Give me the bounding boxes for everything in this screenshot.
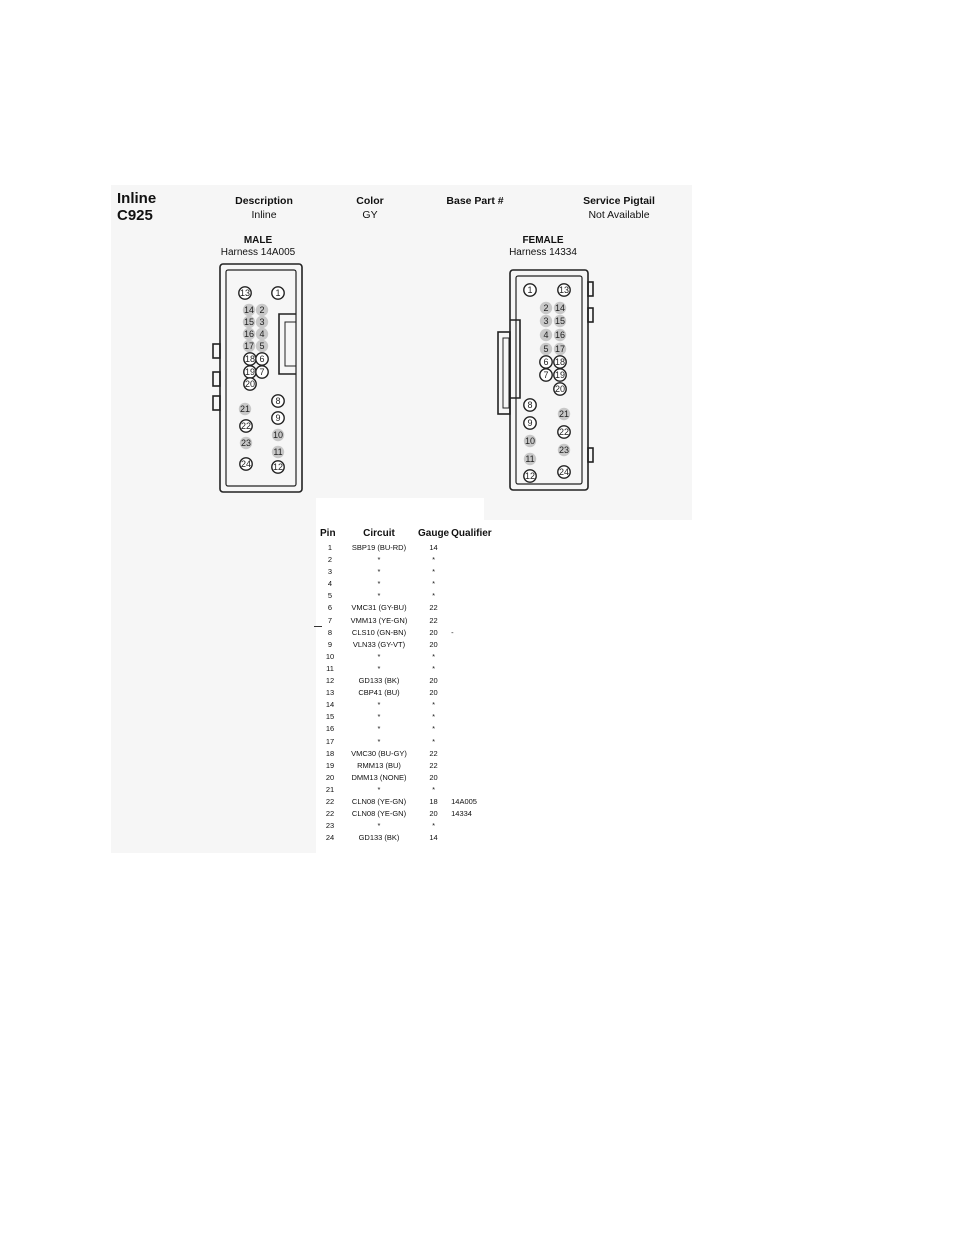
male-pin-20-label: 20: [244, 379, 256, 389]
pin-number-cell: 17: [325, 736, 335, 746]
pin-number-cell: 8: [327, 627, 333, 637]
table-row: [318, 832, 501, 844]
female-pin-1-label: 1: [527, 285, 533, 295]
color-heading: Color: [356, 195, 384, 207]
table-row: [318, 784, 501, 796]
female-pin-group: [524, 284, 570, 482]
male-latch-2: [213, 372, 220, 386]
female-key: [510, 320, 520, 398]
circuit-cell: CBP41 (BU): [358, 688, 400, 698]
circuit-cell: SBP19 (BU-RD): [351, 543, 407, 552]
female-pin-24-label: 24: [558, 467, 570, 477]
pin-number-cell: 14: [325, 700, 335, 710]
pin-number-cell: 3: [327, 567, 333, 577]
male-pin-3-label: 3: [259, 317, 265, 327]
qualifier-cell: [451, 542, 501, 554]
base-part-column: [415, 195, 535, 209]
male-pin-10-label: 10: [272, 430, 284, 440]
pin-number-cell: 11: [326, 663, 334, 673]
circuit-cell: *: [377, 736, 381, 746]
male-pin-22-label: 22: [240, 421, 252, 431]
qualifier-cell: [451, 760, 501, 772]
qualifier-cell: 14A005: [451, 796, 477, 806]
gauge-cell: 20: [429, 688, 438, 698]
qualifier-cell: -: [451, 627, 454, 637]
qualifier-cell: [451, 566, 501, 578]
pin-number-cell: 15: [325, 712, 335, 722]
female-pin-11-label: 11: [525, 454, 535, 464]
qualifier-cell: [451, 699, 501, 711]
table-row: [318, 554, 501, 566]
qualifier-cell: [451, 639, 501, 651]
table-row: [318, 663, 501, 675]
pin-number-cell: 22: [325, 809, 335, 819]
service-pigtail-value: Not Available: [588, 209, 650, 221]
female-pin-19-label: 19: [554, 370, 566, 380]
female-label: [473, 235, 613, 259]
qualifier-cell: [451, 578, 501, 590]
male-pin-5-label: 5: [259, 341, 265, 351]
table-row: [318, 675, 501, 687]
pin-number-cell: 22: [325, 796, 335, 806]
male-pin-6-label: 6: [259, 354, 265, 364]
table-row: [318, 808, 501, 820]
circuit-cell: VMC30 (BU-GY): [351, 748, 407, 758]
qualifier-cell: [451, 602, 501, 614]
gauge-cell: *: [432, 567, 436, 577]
base-part-heading: Base Part #: [446, 195, 504, 207]
table-row: [318, 723, 501, 735]
gauge-cell: *: [432, 700, 436, 710]
description-heading: Description: [235, 195, 293, 207]
gauge-cell: *: [432, 712, 436, 722]
male-pin-24-label: 24: [240, 459, 252, 469]
male-pin-2-label: 2: [259, 305, 265, 315]
female-pin-2-label: 2: [543, 303, 549, 313]
gauge-cell: *: [432, 651, 436, 661]
female-pin-10-label: 10: [524, 436, 536, 446]
qualifier-cell: [451, 748, 501, 760]
male-key-inner: [285, 322, 296, 366]
female-pin-20-label: 20: [554, 384, 566, 394]
male-pin-8-label: 8: [275, 396, 281, 406]
pin-number-cell: 10: [325, 651, 335, 661]
service-pigtail-column: [559, 195, 679, 221]
inline-label: Inline: [117, 190, 157, 207]
female-tab-1: [588, 282, 593, 296]
gauge-cell: 22: [429, 760, 438, 770]
pin-number-cell: 7: [327, 615, 333, 625]
male-pin-14-label: 14: [243, 305, 255, 315]
circuit-cell: GD133 (BK): [358, 676, 400, 686]
pin-number-cell: 12: [325, 676, 335, 686]
gauge-cell: 14: [429, 543, 438, 552]
female-pin-15-label: 15: [554, 316, 566, 326]
male-pin-19-label: 19: [244, 367, 256, 377]
female-connector-diagram: [490, 258, 600, 498]
male-harness: Harness 14A005: [220, 247, 296, 258]
male-latch-3: [213, 396, 220, 410]
male-label: [188, 235, 328, 259]
qualifier-cell: [451, 784, 501, 796]
pin-number-cell: 2: [327, 555, 333, 565]
pin-number-cell: 19: [325, 760, 335, 770]
pin-table-body: [318, 542, 501, 844]
table-row: [318, 820, 501, 832]
female-latch-inner: [503, 338, 509, 408]
circuit-cell: *: [377, 663, 381, 673]
male-latch-1: [213, 344, 220, 358]
gauge-cell: *: [432, 821, 436, 831]
qualifier-cell: [451, 723, 501, 735]
pin-number-cell: 1: [327, 543, 333, 552]
gauge-cell: 20: [429, 772, 438, 782]
gauge-cell: *: [432, 591, 436, 601]
qualifier-cell: [451, 663, 501, 675]
qualifier-cell: [451, 736, 501, 748]
description-value: Inline: [251, 209, 277, 221]
male-pin-4-label: 4: [259, 329, 265, 339]
female-pin-17-label: 17: [554, 344, 566, 354]
table-row: [318, 627, 501, 639]
qualifier-cell: [451, 675, 501, 687]
qualifier-cell: [451, 832, 501, 844]
pin-table: [318, 528, 501, 844]
description-column: [204, 195, 324, 221]
pin-number-cell: 24: [325, 833, 335, 843]
qualifier-cell: [451, 772, 501, 784]
pin-number-cell: 13: [325, 688, 335, 698]
female-tab-3: [588, 448, 593, 462]
circuit-cell: CLN08 (YE-GN): [351, 796, 407, 806]
circuit-cell: DMM13 (NONE): [351, 772, 407, 782]
female-pin-6-label: 6: [543, 357, 549, 367]
table-row: [318, 615, 501, 627]
table-row: [318, 711, 501, 723]
male-pin-12-label: 12: [272, 462, 284, 472]
gauge-cell: 20: [429, 809, 438, 819]
connector-id: C925: [117, 207, 153, 224]
circuit-cell: *: [377, 591, 381, 601]
table-row: [318, 651, 501, 663]
pin-number-cell: 5: [327, 591, 333, 601]
pin-number-cell: 23: [325, 821, 335, 831]
table-row: [318, 736, 501, 748]
table-row: [318, 566, 501, 578]
qualifier-cell: [451, 820, 501, 832]
male-pin-1-label: 1: [275, 288, 281, 298]
qualifier-cell: [451, 615, 501, 627]
female-pin-13-label: 13: [558, 285, 570, 295]
pin-table-header: [318, 528, 501, 542]
female-harness: Harness 14334: [509, 247, 577, 258]
female-pin-22-label: 22: [558, 427, 570, 437]
male-pin-23-label: 23: [240, 438, 252, 448]
female-tab-2: [588, 308, 593, 322]
female-pin-12-label: 12: [524, 471, 536, 481]
pin-number-cell: 20: [325, 772, 335, 782]
qualifier-cell: [451, 651, 501, 663]
circuit-cell: RMM13 (BU): [357, 760, 401, 770]
female-title: FEMALE: [522, 235, 564, 246]
female-pin-8-label: 8: [527, 400, 533, 410]
gauge-cell: *: [432, 724, 436, 734]
pin-number-cell: 16: [325, 724, 335, 734]
circuit-cell: VLN33 (GY-VT): [352, 639, 406, 649]
male-pin-group: [239, 287, 284, 473]
gauge-cell: 22: [429, 748, 438, 758]
circuit-cell: *: [377, 724, 381, 734]
color-value: GY: [362, 209, 378, 221]
qualifier-cell: [451, 711, 501, 723]
circuit-cell: *: [377, 567, 381, 577]
qualifier-cell: 14334: [451, 809, 472, 819]
table-row: [318, 602, 501, 614]
table-row: [318, 590, 501, 602]
female-pin-9-label: 9: [527, 418, 533, 428]
male-pin-11-label: 11: [273, 447, 283, 457]
female-pin-4-label: 4: [543, 330, 549, 340]
pin-number-cell: 21: [325, 784, 335, 794]
gauge-cell: *: [432, 555, 436, 565]
female-pin-21-label: 21: [558, 409, 570, 419]
table-row: [318, 639, 501, 651]
table-row: [318, 687, 501, 699]
header-qualifier: Qualifier: [451, 528, 492, 539]
table-row: [318, 748, 501, 760]
header-gauge: Gauge: [418, 528, 450, 539]
female-pin-3-label: 3: [543, 316, 549, 326]
table-row: [318, 760, 501, 772]
female-pin-16-label: 16: [554, 330, 566, 340]
female-pin-23-label: 23: [558, 445, 570, 455]
table-row: [318, 772, 501, 784]
circuit-cell: *: [377, 579, 381, 589]
pin-number-cell: 18: [325, 748, 335, 758]
table-row: [318, 796, 501, 808]
female-latch-outer: [498, 332, 510, 414]
circuit-cell: VMM13 (YE-GN): [350, 615, 408, 625]
male-title: MALE: [243, 235, 273, 246]
male-pin-18-label: 18: [244, 354, 256, 364]
table-row: [318, 542, 501, 554]
table-row: [318, 699, 501, 711]
male-pin-17-label: 17: [243, 341, 255, 351]
gauge-cell: 20: [429, 639, 438, 649]
color-column: [310, 195, 430, 221]
pin-number-cell: 4: [327, 579, 333, 589]
male-pin-15-label: 15: [243, 317, 255, 327]
male-pin-21-label: 21: [239, 404, 251, 414]
gauge-cell: *: [432, 663, 436, 673]
circuit-cell: VMC31 (GY-BU): [351, 603, 407, 613]
female-pin-14-label: 14: [554, 303, 566, 313]
circuit-cell: CLN08 (YE-GN): [351, 809, 407, 819]
circuit-cell: CLS10 (GN-BN): [351, 627, 407, 637]
pin-number-cell: 6: [327, 603, 333, 613]
male-pin-13-label: 13: [239, 288, 251, 298]
female-pin-18-label: 18: [554, 357, 566, 367]
circuit-cell: *: [377, 700, 381, 710]
male-pin-9-label: 9: [275, 413, 281, 423]
male-pin-16-label: 16: [243, 329, 255, 339]
circuit-cell: GD133 (BK): [358, 833, 400, 843]
male-key-slot: [279, 314, 296, 374]
qualifier-cell: [451, 554, 501, 566]
female-pin-7-label: 7: [543, 370, 549, 380]
male-connector-diagram: [205, 258, 315, 498]
circuit-cell: *: [377, 821, 381, 831]
gauge-cell: 22: [429, 615, 438, 625]
gauge-cell: 22: [429, 603, 438, 613]
table-row: [318, 578, 501, 590]
circuit-cell: *: [377, 555, 381, 565]
gauge-cell: *: [432, 736, 436, 746]
pin-number-cell: 9: [327, 639, 333, 649]
gauge-cell: 20: [429, 676, 438, 686]
gauge-cell: *: [432, 784, 436, 794]
gauge-cell: 20: [429, 627, 438, 637]
gauge-cell: 18: [429, 796, 438, 806]
gauge-cell: *: [432, 579, 436, 589]
circuit-cell: *: [377, 784, 381, 794]
circuit-cell: *: [377, 712, 381, 722]
male-pin-7-label: 7: [259, 367, 265, 377]
blank-area: [484, 520, 692, 853]
female-pin-5-label: 5: [543, 344, 549, 354]
header-pin: Pin: [320, 528, 336, 539]
header-circuit: Circuit: [363, 528, 395, 539]
gauge-cell: 14: [429, 833, 438, 843]
qualifier-cell: [451, 687, 501, 699]
circuit-cell: *: [377, 651, 381, 661]
service-pigtail-heading: Service Pigtail: [583, 195, 655, 207]
qualifier-cell: [451, 590, 501, 602]
